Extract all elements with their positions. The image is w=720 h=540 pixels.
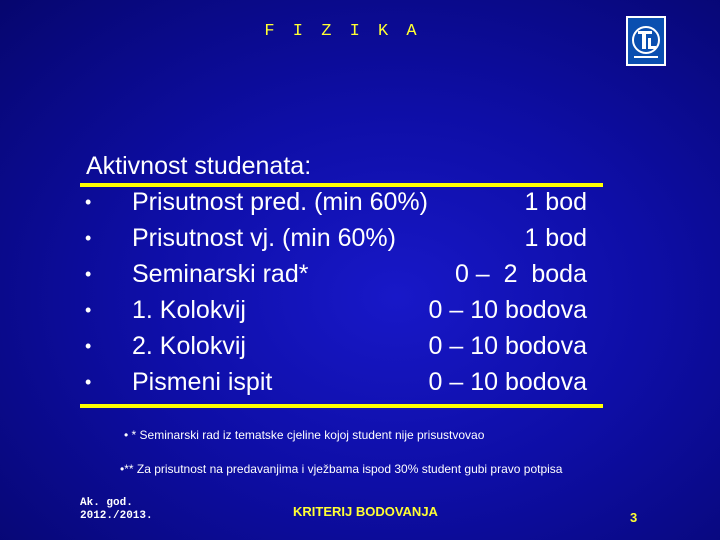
academic-year	[80, 497, 153, 523]
item-label: Prisutnost vj. (min 60%)	[132, 224, 396, 252]
faculty-logo-icon	[626, 16, 666, 66]
item-points: 0 – 2 boda	[454, 260, 587, 288]
bullet: •	[85, 372, 92, 392]
academic-year-label: Ak. god.	[80, 497, 133, 509]
item-label: Prisutnost pred. (min 60%)	[132, 188, 428, 216]
item-points: 0 – 10 bodova	[428, 332, 587, 360]
bullet: •	[85, 228, 92, 248]
list-item	[0, 256, 720, 292]
list-item	[0, 184, 720, 220]
item-points: 0 – 10 bodova	[428, 296, 587, 324]
item-label: Seminarski rad*	[132, 260, 309, 288]
footer-title: KRITERIJ BODOVANJA	[293, 504, 438, 519]
bottom-divider	[80, 404, 603, 408]
footnote-attendance: •** Za prisutnost na predavanjima i vježbama ispod 30% student gubi pravo potpisa	[120, 462, 563, 476]
item-points: 0 – 10 bodova	[428, 368, 587, 396]
list-item	[0, 364, 720, 400]
item-label: 1. Kolokvij	[132, 296, 246, 324]
list-item	[0, 220, 720, 256]
slide-title: F I Z I K A	[264, 22, 421, 41]
bullet: •	[85, 300, 92, 320]
bullet: •	[85, 336, 92, 356]
section-heading: Aktivnost studenata:	[86, 152, 312, 180]
item-label: 2. Kolokvij	[132, 332, 246, 360]
bullet: •	[85, 192, 92, 212]
list-item	[0, 328, 720, 364]
item-points: 1 bod	[524, 188, 587, 216]
list-item	[0, 292, 720, 328]
item-points: 1 bod	[524, 224, 587, 252]
item-label: Pismeni ispit	[132, 368, 273, 396]
bullet: •	[85, 264, 92, 284]
academic-year-value: 2012./2013.	[80, 510, 153, 522]
footnote-seminar: • * Seminarski rad iz tematske cjeline kojoj student nije prisustvovao	[124, 428, 485, 442]
page-number: 3	[630, 510, 638, 525]
